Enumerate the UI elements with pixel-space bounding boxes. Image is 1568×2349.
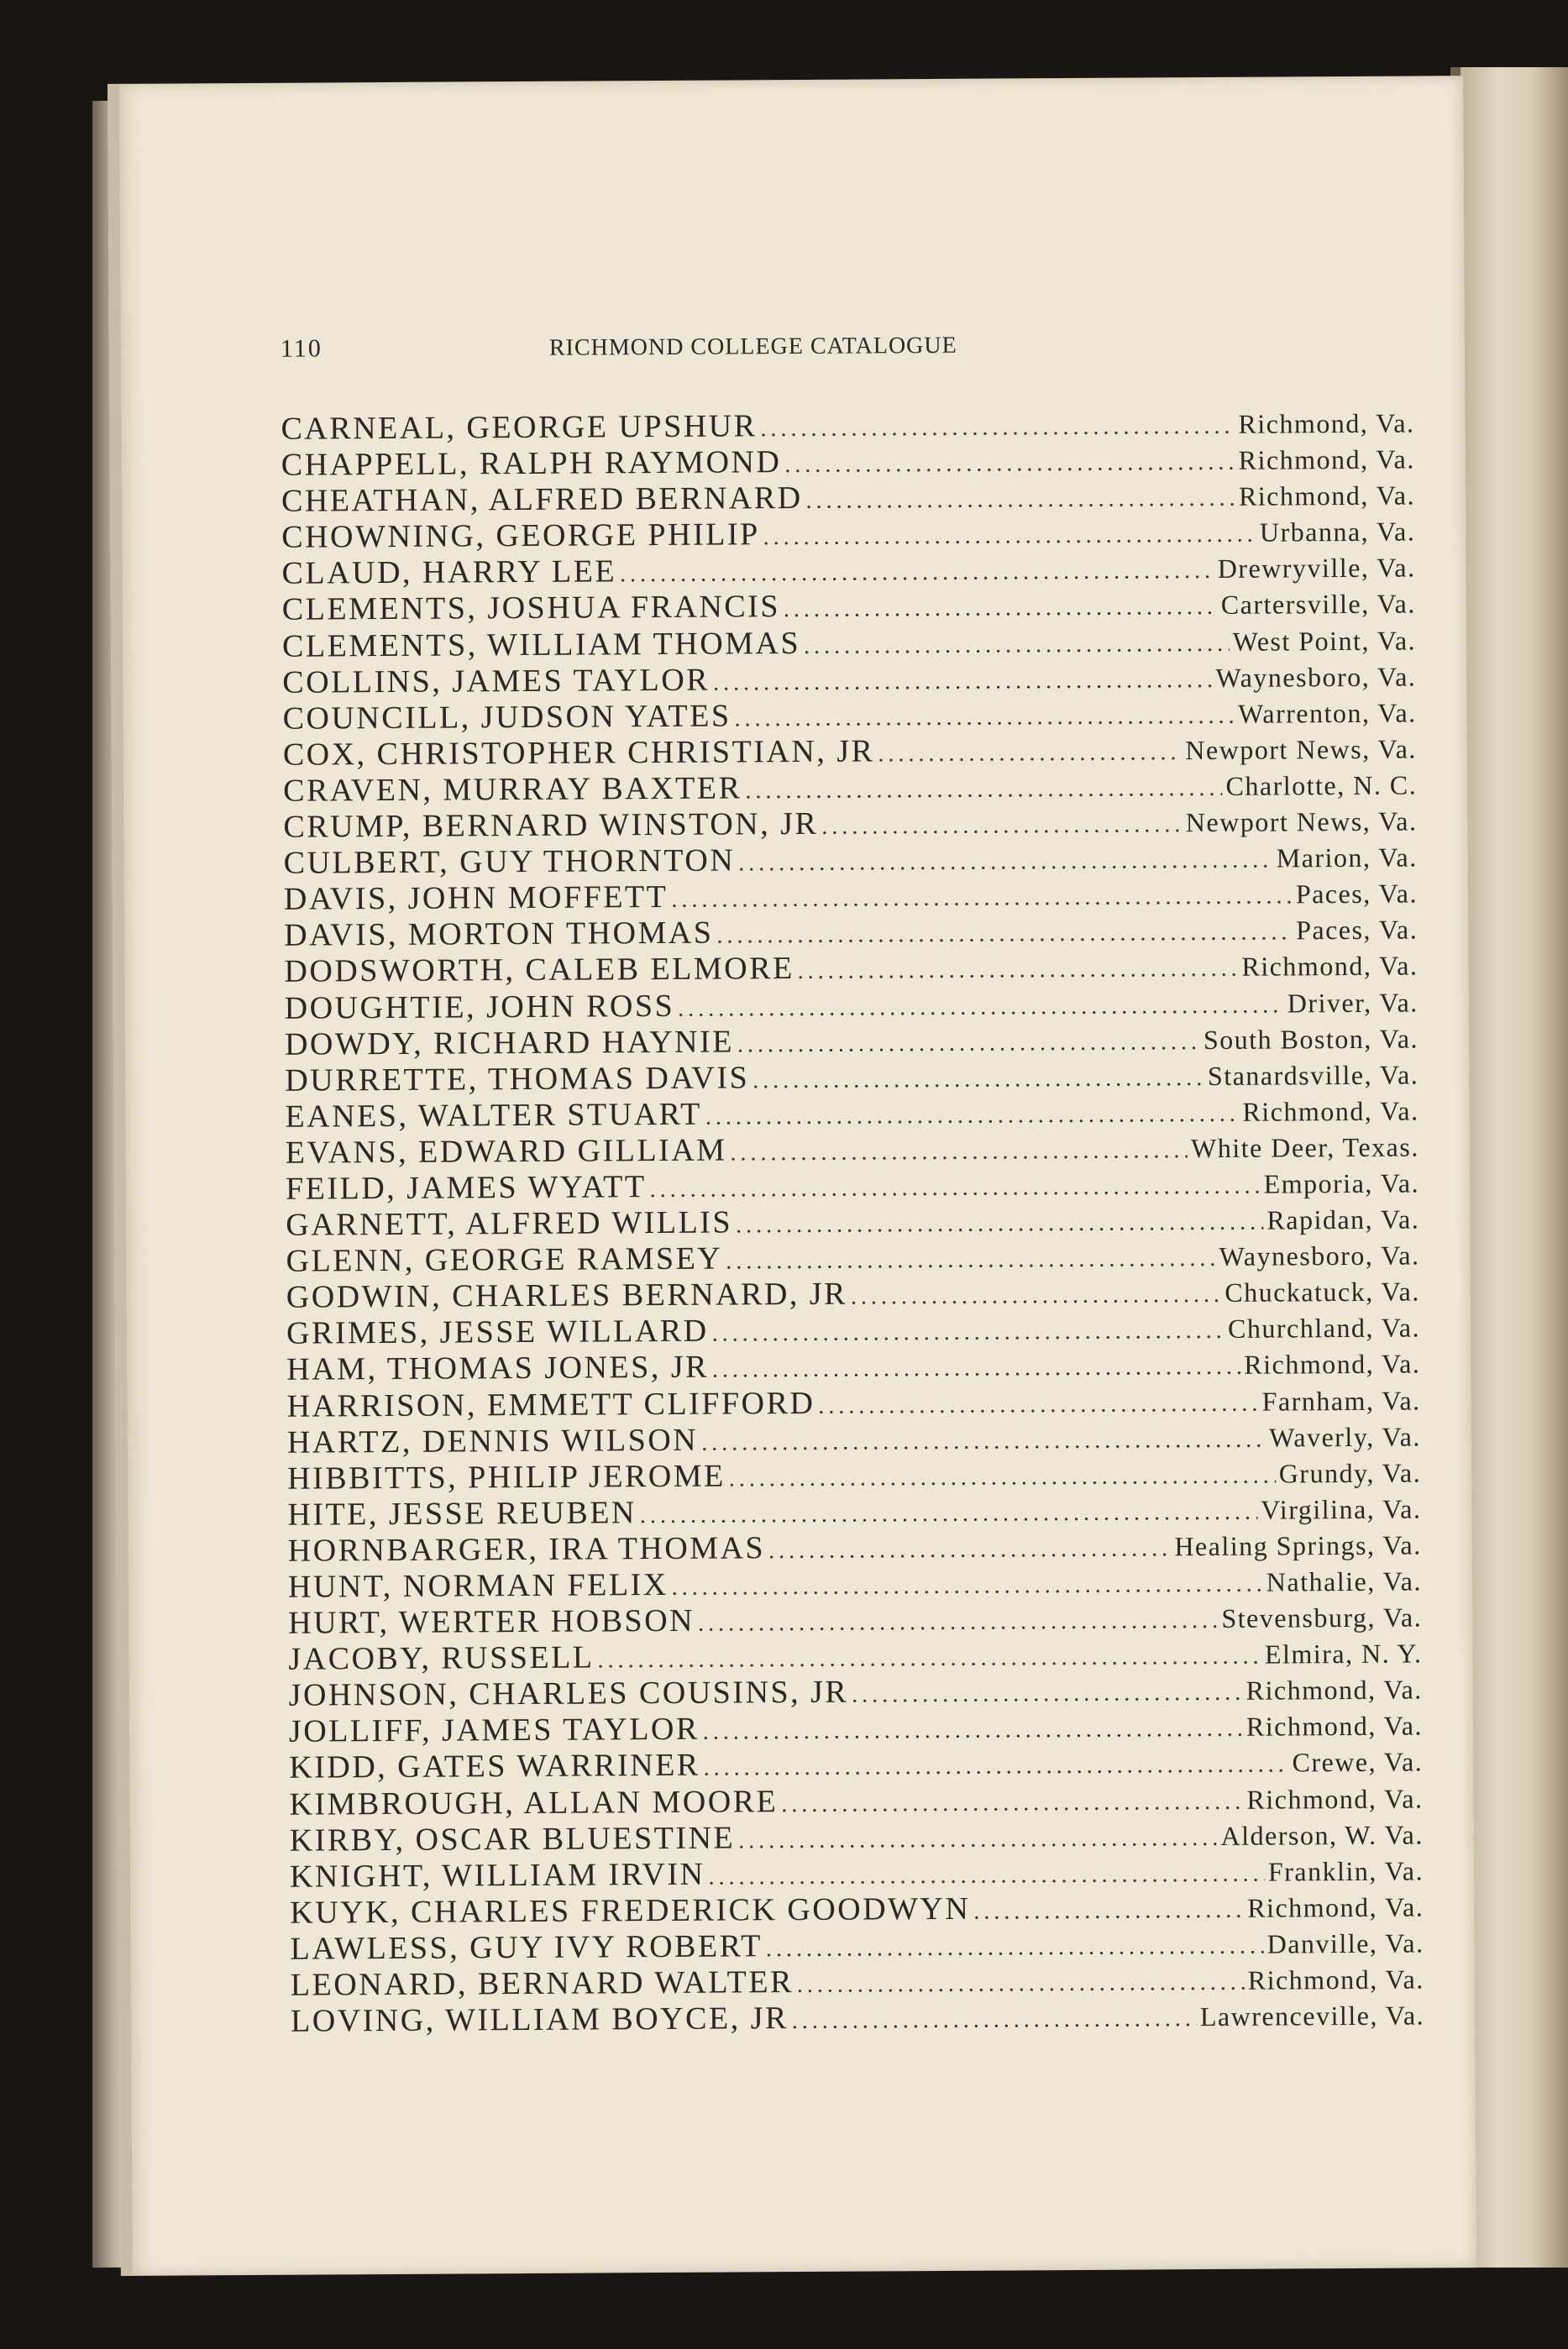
hometown: Richmond, Va. (1241, 950, 1419, 983)
dot-leader (753, 1065, 1204, 1094)
dot-leader (973, 1897, 1244, 1926)
hometown: Churchland, Va. (1227, 1312, 1421, 1345)
dot-leader (704, 1752, 1289, 1782)
student-name: CRUMP, BERNARD WINSTON, JR (283, 805, 819, 845)
hometown: Newport News, Va. (1185, 805, 1418, 838)
dot-leader (726, 1245, 1216, 1276)
hometown: Elmira, N. Y. (1264, 1638, 1423, 1670)
dot-leader (698, 1607, 1219, 1638)
hometown: Richmond, Va. (1245, 1710, 1424, 1743)
student-name: LAWLESS, GUY IVY ROBERT (290, 1928, 763, 1967)
student-name: KIMBROUGH, ALLAN MOORE (289, 1783, 779, 1822)
hometown: South Boston, Va. (1203, 1023, 1419, 1055)
student-name: CHEATHAN, ALFRED BERNARD (281, 480, 803, 519)
student-name: CULBERT, GUY THORNTON (283, 842, 736, 881)
student-name: LEONARD, BERNARD WALTER (290, 1964, 794, 2003)
dot-leader (671, 883, 1293, 915)
hometown: Richmond, Va. (1246, 1783, 1424, 1815)
hometown: Nathalie, Va. (1266, 1565, 1423, 1597)
dot-leader (784, 449, 1235, 479)
hometown: White Deer, Texas. (1190, 1131, 1419, 1164)
student-name: FEILD, JAMES WYATT (285, 1169, 647, 1207)
student-name: COUNCILL, JUDSON YATES (282, 698, 732, 737)
hometown: Grundy, Va. (1278, 1457, 1422, 1489)
dot-leader (792, 2006, 1197, 2035)
student-name: EVANS, EDWARD GILLIAM (285, 1132, 727, 1171)
student-name: KIDD, GATES WARRINER (289, 1748, 700, 1786)
student-name: KIRBY, OSCAR BLUESTINE (289, 1820, 736, 1859)
dot-leader (797, 1969, 1245, 1999)
dot-leader (716, 920, 1293, 950)
student-name: HURT, WERTER HOBSON (288, 1602, 695, 1641)
dot-leader (763, 522, 1256, 552)
hometown: Emporia, Va. (1263, 1167, 1420, 1199)
student-name: DOWDY, RICHARD HAYNIE (284, 1024, 735, 1062)
student-name: JOHNSON, CHARLES COUSINS, JR (288, 1674, 849, 1713)
hometown: Urbanna, Va. (1259, 516, 1416, 548)
student-name: GRIMES, JESSE WILLARD (286, 1313, 709, 1352)
student-name: JACOBY, RUSSELL (288, 1639, 595, 1677)
hometown: Danville, Va. (1266, 1927, 1424, 1959)
hometown: Richmond, Va. (1244, 1348, 1421, 1381)
hometown: Stevensburg, Va. (1221, 1602, 1423, 1634)
dot-leader (734, 703, 1235, 733)
student-name: HUNT, NORMAN FELIX (287, 1566, 669, 1605)
hometown: Waynesboro, Va. (1219, 1240, 1420, 1272)
dot-leader (745, 775, 1222, 805)
student-name: JOLLIFF, JAMES TAYLOR (288, 1712, 700, 1750)
hometown: Alderson, W. Va. (1220, 1819, 1424, 1851)
hometown: Richmond, Va. (1238, 407, 1415, 439)
dot-leader (760, 413, 1235, 443)
student-name: HITE, JESSE REUBEN (287, 1494, 637, 1533)
dot-leader (672, 1571, 1263, 1602)
hometown: Richmond, Va. (1247, 1891, 1424, 1923)
hometown: Warrenton, Va. (1238, 697, 1417, 729)
dot-leader (678, 992, 1284, 1022)
dot-leader (784, 594, 1218, 623)
student-name: GLENN, GEORGE RAMSEY (286, 1240, 723, 1279)
dot-leader (768, 1535, 1171, 1565)
dot-leader (738, 1825, 1218, 1854)
dot-leader (650, 1173, 1261, 1203)
hometown: Richmond, Va. (1242, 1095, 1419, 1127)
hometown: Cartersville, Va. (1220, 588, 1416, 621)
dot-leader (729, 1462, 1276, 1492)
dot-leader (701, 1426, 1266, 1456)
hometown: Richmond, Va. (1238, 443, 1415, 475)
dot-leader (712, 1318, 1225, 1348)
hometown: Chuckatuck, Va. (1225, 1276, 1420, 1308)
student-name: KUYK, CHARLES FREDERICK GOODWYN (290, 1890, 971, 1931)
student-name: GARNETT, ALFRED WILLIS (286, 1204, 733, 1243)
student-directory-list (281, 403, 1424, 2038)
catalogue-page (108, 76, 1476, 2276)
dot-leader (640, 1498, 1257, 1528)
hometown: Lawrenceville, Va. (1199, 2000, 1425, 2032)
dot-leader (878, 739, 1182, 768)
hometown: Farnham, Va. (1261, 1385, 1421, 1417)
hometown: Richmond, Va. (1245, 1674, 1423, 1707)
hometown: Richmond, Va. (1247, 1964, 1424, 1995)
student-name: CRAVEN, MURRAY BAXTER (283, 770, 742, 809)
dot-leader (818, 1390, 1259, 1419)
student-name: CLAUD, HARRY LEE (281, 553, 617, 592)
page-number: 110 (280, 334, 323, 363)
dot-leader (821, 811, 1183, 841)
student-name: COLLINS, JAMES TAYLOR (282, 662, 711, 700)
student-name: HARRISON, EMMETT CLIFFORD (286, 1385, 815, 1424)
student-name: CLEMENTS, WILLIAM THOMAS (281, 625, 801, 664)
directory-entry (291, 1996, 1424, 2039)
running-title: RICHMOND COLLEGE CATALOGUE (548, 332, 957, 361)
hometown: Waverly, Va. (1269, 1421, 1421, 1453)
hometown: Newport News, Va. (1185, 733, 1417, 766)
dot-leader (620, 558, 1214, 588)
student-name: EANES, WALTER STUART (285, 1096, 702, 1135)
dot-leader (736, 1209, 1264, 1240)
dot-leader (806, 485, 1236, 515)
student-name: KNIGHT, WILLIAM IRVIN (289, 1856, 705, 1895)
student-name: HARTZ, DENNIS WILSON (286, 1422, 699, 1460)
hometown: Stanardsville, Va. (1207, 1059, 1419, 1091)
dot-leader (804, 630, 1230, 659)
page-header (281, 328, 1406, 369)
student-name: HORNBARGER, IRA THOMAS (287, 1530, 766, 1569)
dot-leader (738, 847, 1273, 878)
hometown: Franklin, Va. (1267, 1855, 1424, 1887)
dot-leader (708, 1860, 1265, 1890)
student-name: CLEMENTS, JOSHUA FRANCIS (281, 589, 781, 628)
student-name: DODSWORTH, CALEB ELMORE (284, 951, 794, 990)
hometown: Virgilina, Va. (1261, 1493, 1422, 1525)
hometown: Crewe, Va. (1292, 1746, 1424, 1778)
dot-leader (852, 1680, 1243, 1709)
dot-leader (798, 956, 1239, 985)
hometown: Charlotte, N. C. (1225, 769, 1418, 801)
student-name: DAVIS, MORTON THOMAS (284, 915, 714, 954)
hometown: Richmond, Va. (1238, 480, 1416, 511)
hometown: West Point, Va. (1232, 625, 1417, 657)
dot-leader (703, 1716, 1243, 1746)
hometown: Waynesboro, Va. (1215, 661, 1417, 693)
student-name: CARNEAL, GEORGE UPSHUR (281, 408, 758, 447)
dot-leader (766, 1933, 1264, 1964)
dot-leader (781, 1788, 1243, 1817)
dot-leader (730, 1137, 1188, 1167)
student-name: DURRETTE, THOMAS DAVIS (285, 1060, 750, 1098)
dot-leader (737, 1029, 1200, 1058)
hometown: Paces, Va. (1295, 878, 1419, 910)
dot-leader (705, 1101, 1240, 1131)
student-name: DOUGHTIE, JOHN ROSS (284, 988, 675, 1026)
dot-leader (597, 1644, 1261, 1675)
student-name: CHAPPELL, RALPH RAYMOND (281, 444, 782, 483)
dot-leader (712, 1354, 1241, 1384)
hometown: Marion, Va. (1276, 842, 1418, 873)
student-name: HIBBITTS, PHILIP JEROME (287, 1458, 726, 1497)
student-name: COX, CHRISTOPHER CHRISTIAN, JR (282, 733, 875, 773)
student-name: GODWIN, CHARLES BERNARD, JR (286, 1276, 848, 1315)
hometown: Driver, Va. (1287, 986, 1419, 1018)
hometown: Drewryville, Va. (1217, 552, 1416, 585)
student-name: LOVING, WILLIAM BOYCE, JR (290, 2000, 789, 2039)
student-name: HAM, THOMAS JONES, JR (286, 1350, 710, 1388)
student-name: CHOWNING, GEORGE PHILIP (281, 516, 760, 556)
dot-leader (851, 1282, 1222, 1311)
hometown: Paces, Va. (1296, 914, 1419, 946)
hometown: Healing Springs, Va. (1174, 1529, 1422, 1562)
dot-leader (713, 667, 1213, 697)
hometown: Rapidan, Va. (1266, 1203, 1420, 1235)
student-name: DAVIS, JOHN MOFFETT (283, 879, 669, 917)
